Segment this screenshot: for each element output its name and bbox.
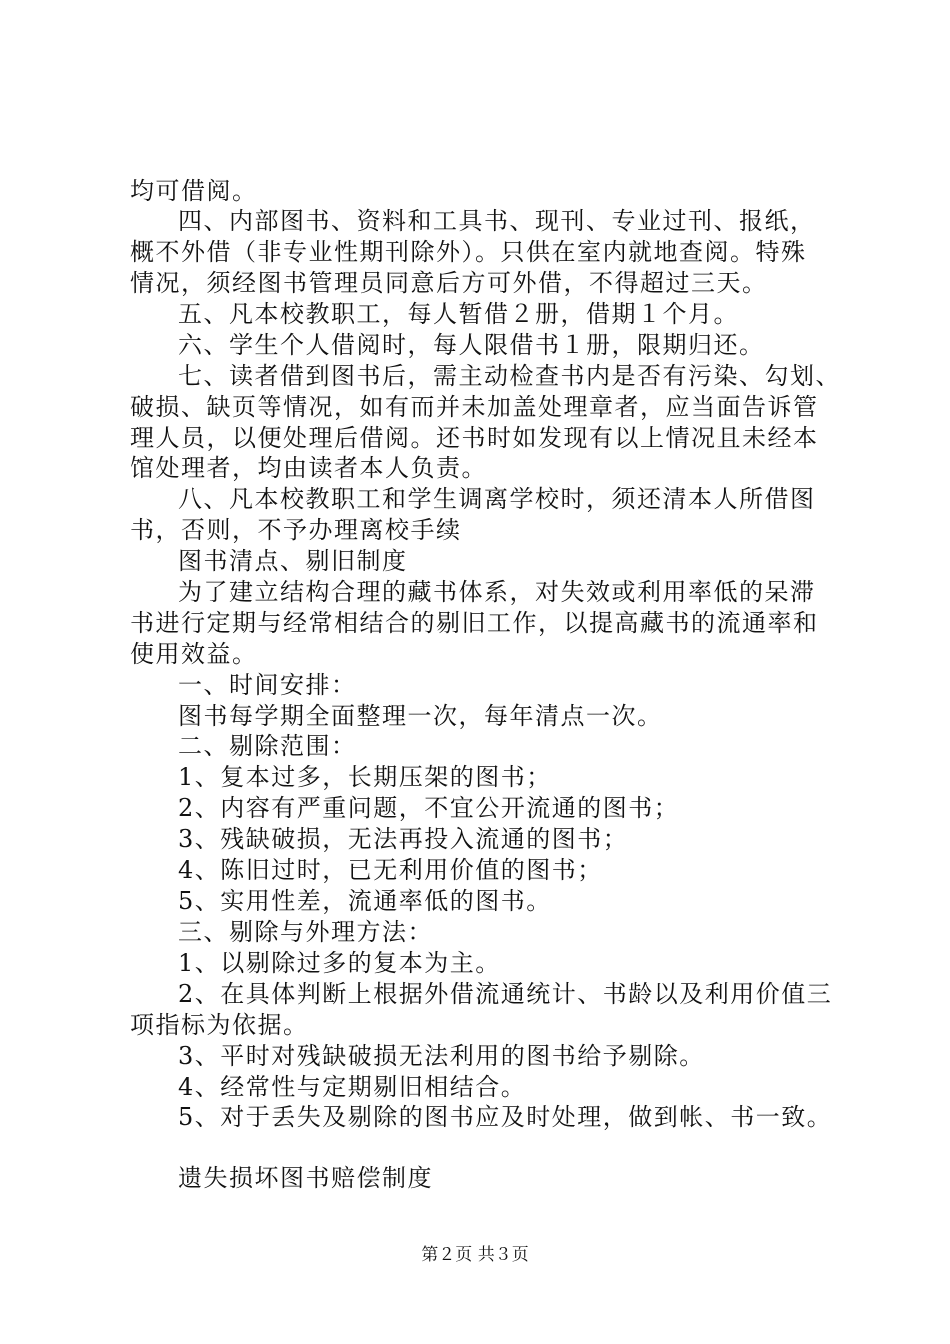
section-heading: 图书清点、剔旧制度: [178, 547, 408, 575]
paragraph-line: 情况，须经图书管理员同意后方可外借，不得超过三天。: [130, 269, 768, 297]
subsection-heading: 三、剔除与外理方法：: [178, 918, 433, 946]
subsection-heading: 一、时间安排：: [178, 671, 357, 699]
paragraph-line: 五、凡本校教职工，每人暂借２册，借期１个月。: [178, 300, 739, 328]
paragraph-line: 四、内部图书、资料和工具书、现刊、专业过刊、报纸，: [178, 207, 816, 235]
paragraph-line: 书，否则，不予办理离校手续: [130, 516, 462, 544]
list-item: 2、在具体判断上根据外借流通统计、书龄以及利用价值三: [178, 980, 833, 1008]
paragraph-line: 为了建立结构合理的藏书体系，对失效或利用率低的呆滞: [178, 578, 816, 606]
paragraph-line: 六、学生个人借阅时，每人限借书１册，限期归还。: [178, 331, 765, 359]
paragraph-line: 图书每学期全面整理一次，每年清点一次。: [178, 702, 663, 730]
list-item: 4、经常性与定期剔旧相结合。: [178, 1073, 527, 1101]
list-item: 5、实用性差，流通率低的图书。: [178, 887, 552, 915]
list-item: 1、以剔除过多的复本为主。: [178, 949, 501, 977]
paragraph-line: 破损、缺页等情况，如有而并未加盖处理章者，应当面告诉管: [130, 393, 819, 421]
list-item: 5、对于丢失及剔除的图书应及时处理，做到帐、书一致。: [178, 1103, 833, 1131]
paragraph-line: 理人员，以便处理后借阅。还书时如发现有以上情况且未经本: [130, 424, 819, 452]
paragraph-line: 项指标为依据。: [130, 1011, 309, 1039]
paragraph-line: 馆处理者，均由读者本人负责。: [130, 454, 487, 482]
paragraph-line: 均可借阅。: [130, 177, 258, 205]
paragraph-line: 书进行定期与经常相结合的剔旧工作，以提高藏书的流通率和: [130, 609, 819, 637]
list-item: 2、内容有严重问题，不宜公开流通的图书；: [178, 794, 680, 822]
paragraph-line: 八、凡本校教职工和学生调离学校时，须还清本人所借图: [178, 485, 816, 513]
paragraph-line: 使用效益。: [130, 640, 258, 668]
page-number-footer: 第２页 共３页: [421, 1245, 529, 1265]
list-item: 3、平时对残缺破损无法利用的图书给予剔除。: [178, 1042, 705, 1070]
list-item: 4、陈旧过时，已无利用价值的图书；: [178, 856, 603, 884]
section-heading: 遗失损坏图书赔偿制度: [178, 1164, 433, 1192]
subsection-heading: 二、剔除范围：: [178, 732, 357, 760]
paragraph-line: 概不外借（非专业性期刊除外）。只供在室内就地查阅。特殊: [130, 238, 807, 266]
paragraph-line: 七、读者借到图书后，需主动检查书内是否有污染、勾划、: [178, 362, 841, 390]
list-item: 1、复本过多，长期压架的图书；: [178, 763, 552, 791]
list-item: 3、残缺破损，无法再投入流通的图书；: [178, 825, 629, 853]
